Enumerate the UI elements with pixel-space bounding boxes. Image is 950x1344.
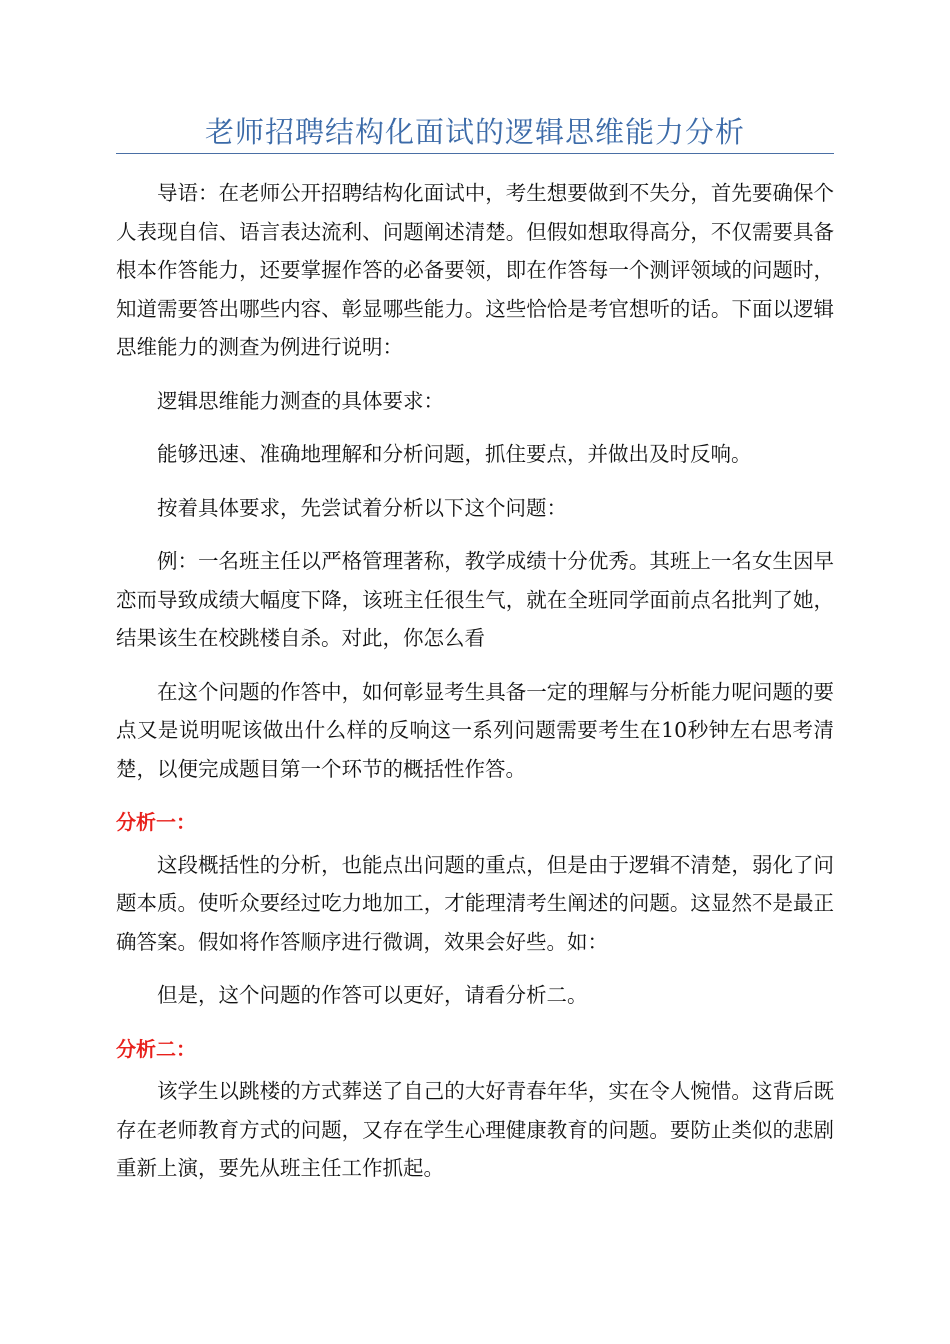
requirement-heading: 逻辑思维能力测查的具体要求： bbox=[157, 388, 444, 413]
title-underline bbox=[116, 153, 834, 154]
document-title: 老师招聘结构化面试的逻辑思维能力分析 bbox=[204, 115, 745, 149]
analysis-two-paragraph: 该学生以跳楼的方式葬送了自己的大好青春年华，实在令人惋惜。这背后既存在老师教育方式的问题，又存在学生心理健康教育的问题。要防止类似的悲剧重新上演，要先从班主任工作抓起。 bbox=[116, 1079, 834, 1180]
requirement-paragraph: 能够迅速、准确地理解和分析问题，抓住要点，并做出及时反响。 bbox=[157, 442, 752, 466]
analysis-two-heading: 分析二： bbox=[116, 1036, 196, 1061]
example-paragraph: 例：一名班主任以严格管理著称，教学成绩十分优秀。其班上一名女生因早恋而导致成绩大幅度下降，该班主任很生气，就在全班同学面前点名批判了她，结果该生在校跳楼自杀。对此，你怎么看 bbox=[116, 549, 834, 650]
document-body bbox=[116, 174, 834, 1203]
discussion-paragraph: 在这个问题的作答中，如何彰显考生具备一定的理解与分析能力呢问题的要点又是说明呢该做出什么样的反响这一系列问题需要考生在10秒钟左右思考清楚，以便完成题目第一个环节的概括性作答。 bbox=[116, 679, 834, 781]
analysis-one-followup: 但是，这个问题的作答可以更好，请看分析二。 bbox=[157, 983, 588, 1007]
analysis-one-paragraph: 这段概括性的分析，也能点出问题的重点，但是由于逻辑不清楚，弱化了问题本质。使听众要经过吃力地加工，才能理清考生阐述的问题。这显然不是最正确答案。假如将作答顺序进行微调，效果会好些。如： bbox=[116, 852, 834, 954]
instruction-paragraph: 按着具体要求，先尝试着分析以下这个问题： bbox=[157, 495, 567, 520]
intro-paragraph: 导语：在老师公开招聘结构化面试中，考生想要做到不失分，首先要确保个人表现自信、语言表达流利、问题阐述清楚。但假如想取得高分，不仅需要具备根本作答能力，还要掌握作答的必备要领，即在作答每一个测评领域的问题时，知道需要答出哪些内容、彰显哪些能力。这些恰恰是考官想听的话。下面以逻辑思维能力的测查为例进行说明： bbox=[116, 181, 834, 359]
analysis-one-heading: 分析一： bbox=[116, 810, 196, 834]
